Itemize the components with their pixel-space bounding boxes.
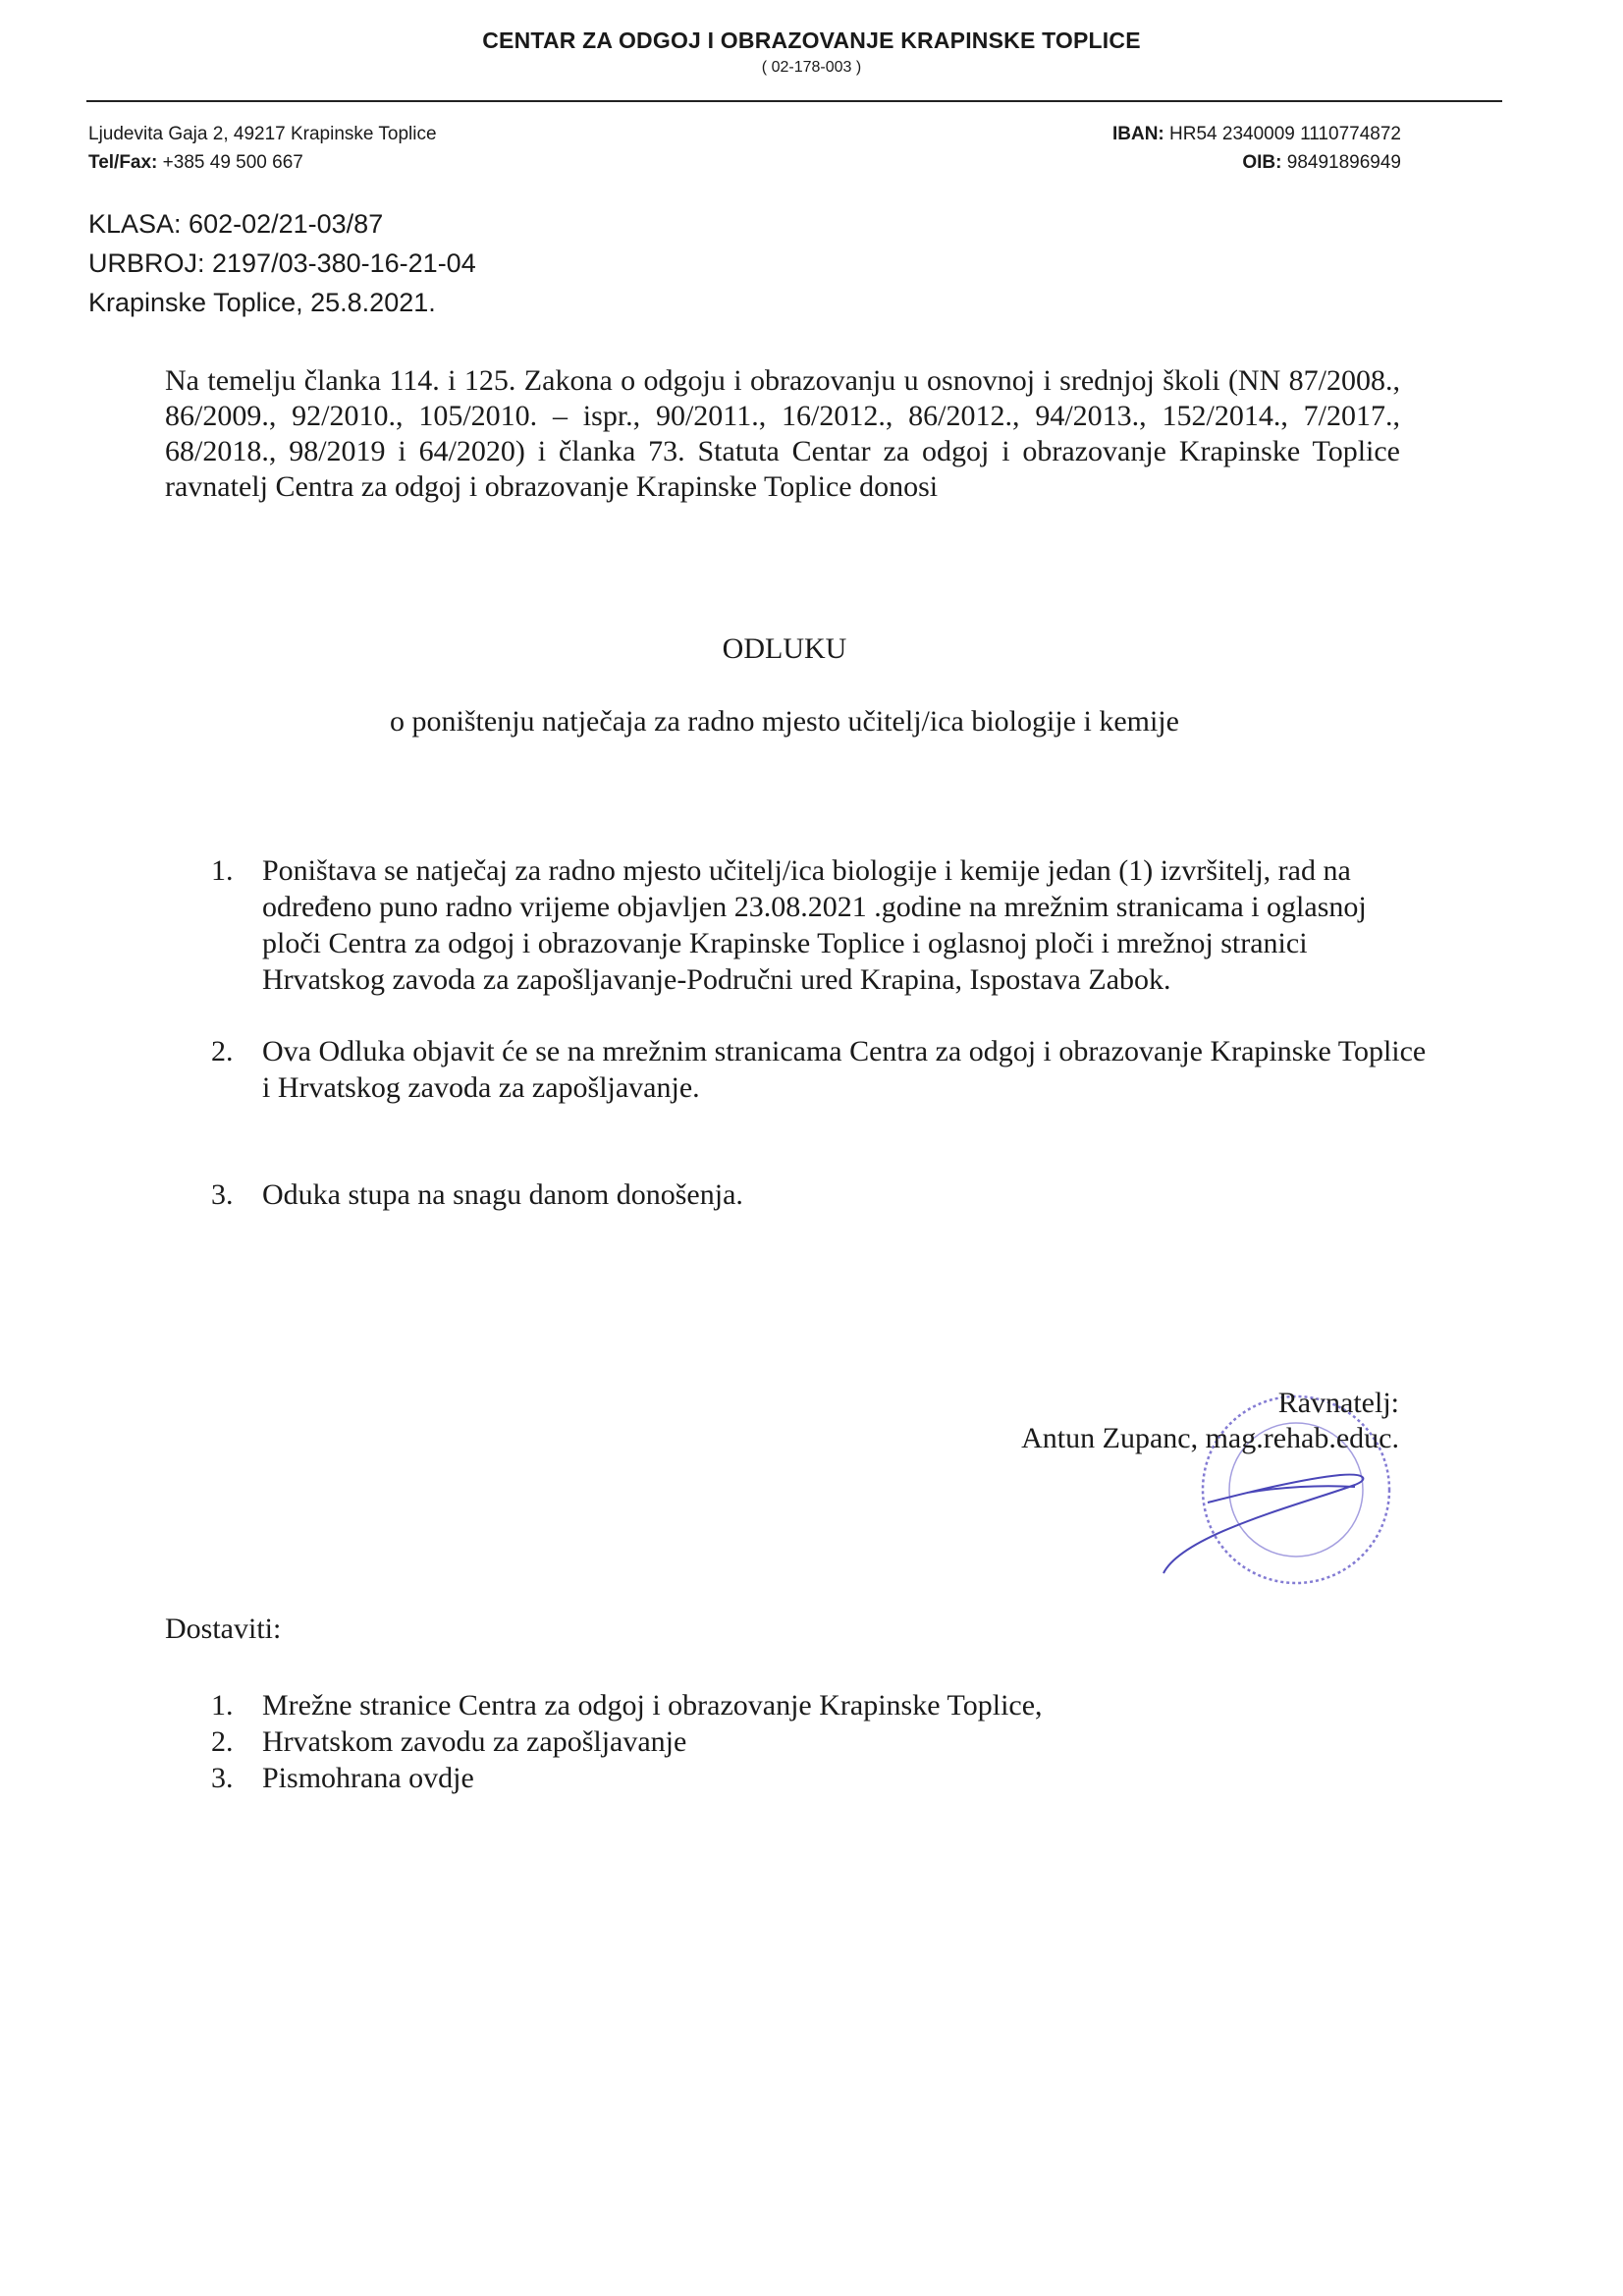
delivery-label: Dostaviti: bbox=[165, 1613, 282, 1645]
item-text: Pismohrana ovdje bbox=[262, 1762, 474, 1794]
item-number: 3. bbox=[211, 1178, 234, 1211]
item-number: 2. bbox=[211, 1035, 234, 1067]
oib-line bbox=[1112, 148, 1401, 177]
decision-item bbox=[211, 1033, 1429, 1106]
item-text: Hrvatskom zavodu za zapošljavanje bbox=[262, 1725, 687, 1758]
signature-role: Ravnatelj: bbox=[1277, 1387, 1399, 1419]
klasa-line: KLASA: 602-02/21-03/87 bbox=[88, 209, 384, 239]
oib-label: OIB: bbox=[1242, 152, 1282, 173]
item-number: 3. bbox=[211, 1762, 234, 1794]
delivery-item bbox=[211, 1723, 1043, 1760]
item-text: Mrežne stranice Centra za odgoj i obrazovanje Krapinske Toplice, bbox=[262, 1689, 1043, 1722]
decision-item bbox=[211, 852, 1429, 998]
institution-code: ( 02-178-003 ) bbox=[761, 59, 862, 76]
header-divider bbox=[86, 100, 1502, 102]
address-line: Ljudevita Gaja 2, 49217 Krapinske Toplice bbox=[88, 124, 437, 144]
delivery-item bbox=[211, 1760, 1043, 1796]
tel-label: Tel/Fax: bbox=[88, 152, 158, 173]
item-number: 1. bbox=[211, 854, 234, 887]
oib-value: 98491896949 bbox=[1286, 152, 1401, 173]
iban-value: HR54 2340009 1110774872 bbox=[1169, 124, 1401, 144]
item-text: Oduka stupa na snagu danom donošenja. bbox=[262, 1178, 743, 1211]
decision-title: ODLUKU bbox=[722, 632, 847, 665]
reference-block bbox=[88, 204, 476, 322]
item-text: Ova Odluka objavit će se na mrežnim stranicama Centra za odgoj i obrazovanje Krapinske Toplice i Hrvatskog zavoda za zapošljavanje. bbox=[262, 1035, 1427, 1104]
intro-paragraph: Na temelju članka 114. i 125. Zakona o odgoju i obrazovanju u osnovnoj i srednjoj školi (NN 87/2008., 86/2009., 92/2010., 105/2010. – ispr., 90/2011., 16/2012., 86/2012., 94/2013., 152/2014., 7/2017., 68/2018., 98/2019 i 64/2020) i članka 73. Statuta Centar za odgoj i obrazovanje Krapinske Toplice ravnatelj Centra za odgoj i obrazovanje Krapinske Toplice donosi bbox=[165, 364, 1400, 503]
decision-item bbox=[211, 1176, 1429, 1213]
decision-items bbox=[211, 852, 1429, 1213]
place-date-line: Krapinske Toplice, 25.8.2021. bbox=[88, 288, 436, 317]
urbroj-line: URBROJ: 2197/03-380-16-21-04 bbox=[88, 248, 476, 278]
bank-block bbox=[1112, 120, 1401, 177]
iban-label: IBAN: bbox=[1111, 124, 1164, 144]
delivery-list bbox=[211, 1687, 1043, 1796]
tel-value: +385 49 500 667 bbox=[162, 152, 303, 173]
signature-name: Antun Zupanc, mag.rehab.educ. bbox=[1021, 1422, 1399, 1454]
decision-subtitle: o poništenju natječaja za radno mjesto učitelj/ica biologije i kemije bbox=[390, 705, 1179, 738]
phone-line bbox=[88, 148, 437, 177]
address-block bbox=[88, 120, 437, 177]
item-text: Poništava se natječaj za radno mjesto učitelj/ica biologije i kemije jedan (1) izvršitelj, rad na određeno puno radno vrijeme objavljen 23.08.2021 .godine na mrežnim stranicama i oglasnoj ploči Centra za odgoj i obrazovanje Krapinske Toplice i oglasnoj ploči i mrežnoj stranici Hrvatskog zavoda za zapošljavanje-Područni ured Krapina, Ispostava Zabok. bbox=[262, 854, 1367, 996]
item-number: 2. bbox=[211, 1725, 234, 1758]
iban-line bbox=[1112, 120, 1401, 148]
item-number: 1. bbox=[211, 1689, 234, 1722]
institution-name: CENTAR ZA ODGOJ I OBRAZOVANJE KRAPINSKE TOPLICE bbox=[482, 27, 1141, 53]
delivery-item bbox=[211, 1687, 1043, 1723]
